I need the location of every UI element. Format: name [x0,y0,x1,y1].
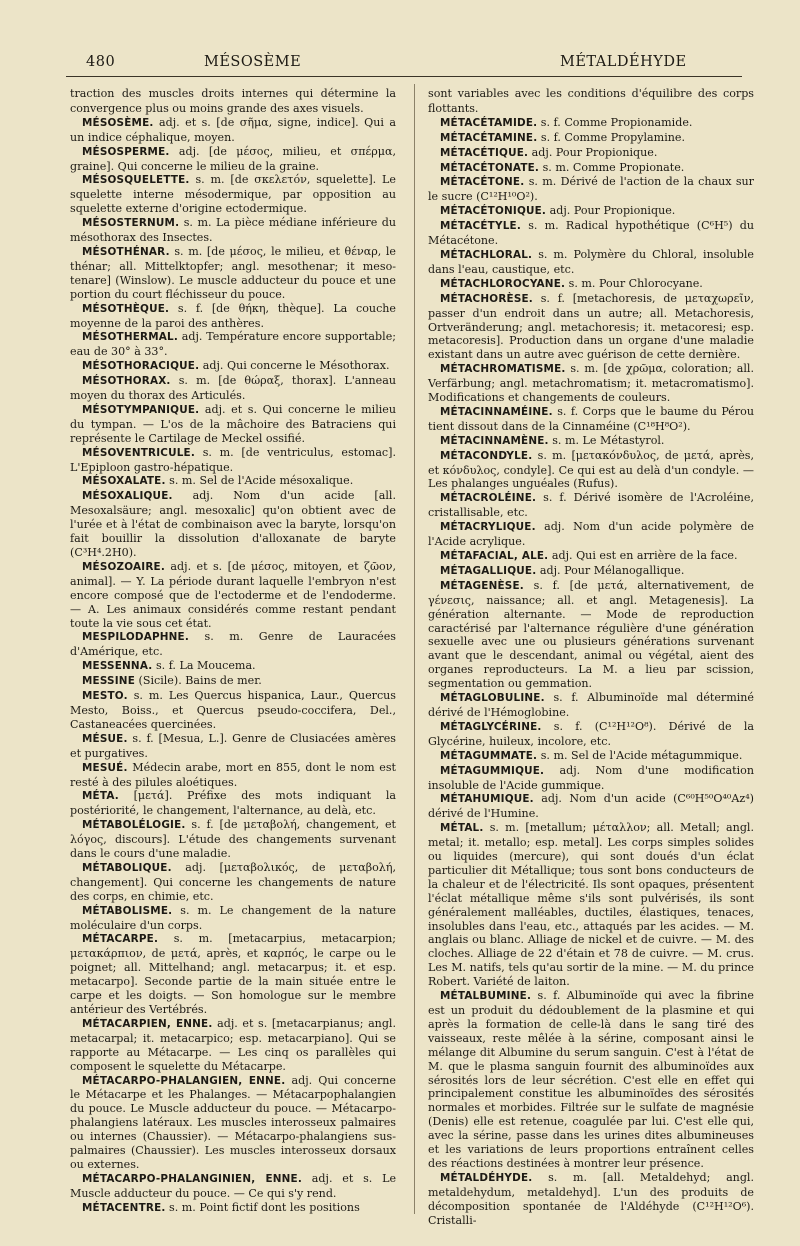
entry-headword: MÉSOTHÉNAR. [82,245,170,258]
entry-definition: s. f. [metachoresis, de μεταχωρεῖν, passer d'un endroit dans un autre; all. Metachoresis, Ortveränderung; angl. metachoresis; it. metacoresi; esp. metacoresis]. Production dans un organe d'une maladie existant dans un autre avec guérison de cette dernière. [428,291,754,362]
dictionary-entry [70,789,396,818]
entry-headword: MÉTACÉTAMIDE. [440,116,538,129]
entry-headword: MÉTABOLÉLOGIE. [82,819,186,832]
entry-headword: MÉTAFACIAL, ALE. [440,550,549,562]
entry-definition: s. m. [metacarpius, metacarpion; μετακάρπιον, de μετά, après, et καρπός, le carpe ou le poignet; all. Mittelhand; angl. metacarpus; it. et esp. metacarpo]. Seconde partie de la main située entre le carpe et les doigts. — Son homologue sur le membre antérieur des Vertébrés. [70,932,396,1016]
entry-definition: s. m. Radical hypothétique (C⁶H⁵) du Métacétone. [428,219,754,248]
entry-headword: MÉSOVENTRICULE. [82,446,195,459]
entry-definition: s. m. La pièce médiane inférieure du mésothorax des Insectes. [70,216,396,245]
dictionary-entry [70,1074,396,1172]
dictionary-entry [70,761,396,790]
dictionary-entry [428,792,754,821]
entry-headword: MÉTAGUMMATE. [440,749,538,762]
entry-definition: s. m. Polymère du Chloral, insoluble dans l'eau, caustique, etc. [428,247,754,276]
entry-headword: MÉSOTYMPANIQUE. [82,403,200,416]
dictionary-entry [428,1171,754,1228]
entry-headword: MÉTACÉTONE. [440,176,525,189]
dictionary-entry [428,248,754,277]
dictionary-entry [428,292,754,363]
entry-headword: MÉTACRYLIQUE. [440,521,536,534]
entry-headword: MÉSOSÈME. [82,116,154,129]
dictionary-entry [70,173,396,216]
dictionary-entry [428,720,754,749]
entry-headword: MÉTACÉTYLE. [440,220,521,233]
entry-headword: MÉTACARPIEN, ENNE. [82,1017,213,1030]
entry-headword: MÉSOTHÈQUE. [82,302,170,315]
entry-definition: s. m. [μετακόνδυλος, de μετά, après, et κόνδυλος, condyle]. Ce qui est au delà d'un condyle. — Les phalanges unguéales (Rufus). [428,448,754,491]
entry-definition: s. f. Comme Propylamine. [537,130,685,144]
entry-definition: s. m. Point fictif dont les positions [165,1200,360,1214]
dictionary-entry [70,659,396,674]
entry-headword: MÉTAGLYCÉRINE. [440,720,542,733]
entry-headword: MÉTACINNAMÉINE. [440,405,553,418]
dictionary-entry [70,216,396,245]
entry-headword: MÉTACINNAMÈNE. [440,434,549,447]
dictionary-entry [428,691,754,720]
dictionary-entry [428,277,754,292]
entry-headword: MÉSUE. [82,732,128,745]
entry-headword: MESUÉ. [82,761,128,774]
entry-headword: MÉTACROLÉINE. [440,492,537,505]
entry-definition: s. m. Les Quercus hispanica, Laur., Quercus Mesto, Boiss., et Quercus pseudo-coccifera, Del., Castaneacées quercinées. [70,689,396,731]
entry-definition: adj. et s. [de σῆμα, signe, indice]. Qui a un indice céphalique, moyen. [70,115,396,144]
dictionary-entry [428,219,754,248]
right-column [428,87,754,1227]
entry-headword: MÉTAHUMIQUE. [440,793,534,806]
entry-definition: s. f. Albuminoïde mal déterminé dérivé de l'Hémoglobine. [428,691,754,719]
dictionary-entry [428,564,754,579]
dictionary-entry [70,145,396,174]
entry-headword: MÉSOXALATE. [82,475,166,488]
entry-headword: MÉTALBUMINE. [440,990,532,1003]
entry-definition: s. f. Dérivé isomère de l'Acroléine, cristallisable, etc. [428,491,754,520]
entry-headword: MÉSOZOAIRE. [82,560,165,573]
dictionary-entry [428,579,754,691]
dictionary-entry [70,560,396,631]
entry-headword: MÉTAGENÈSE. [440,579,524,592]
entry-headword: MÉTACARPE. [82,933,159,946]
entry-definition: sont variables avec les conditions d'équilibre des corps flottants. [428,87,754,115]
entry-definition: adj. Qui concerne le Métacarpe et les Phalanges. — Métacarpophalangien du pouce. Le Muscle adducteur du pouce. — Métacarpo-phalangiens latéraux. Les muscles interosseux palmaires ou internes (Chaussier). — Métacarpo-phalangiens sus-palmaires (Chaussier). Les muscles interosseux dorsaux ou externes. [70,1073,396,1171]
entry-definition: adj. et s. [metacarpianus; angl. metacarpal; it. metacarpico; esp. metacarpiano]. Qui se rapporte au Métacarpe. — Les cinq os parallèles qui composent le squelette du Métacarpe. [70,1016,397,1073]
entry-headword: MÉTACHORÈSE. [440,292,533,305]
entry-definition: s. f. Corps que le baume du Pérou tient dissout dans de la Cinnaméine (C¹⁸H⁸O²). [428,404,754,433]
dictionary-entry [428,161,754,176]
header-left-title: MÉSOSÈME [204,54,302,70]
dictionary-entry [70,630,396,659]
entry-definition: adj. Nom d'un acide (C⁶⁰H⁵⁰O⁴⁰Az⁴) dérivé de l'Humine. [428,792,754,821]
entry-headword: MÉSOSPERME. [82,145,170,158]
dictionary-entry [70,330,396,359]
header-rule [66,76,742,77]
dictionary-entry [70,732,396,761]
entry-headword: MÉTACARPO-PHALANGINIEN, ENNE. [82,1172,303,1185]
entry-definition: s. m. [all. Metaldehyd; angl. metaldehydum, metaldehyd]. L'un des produits de décomposition spontanée de l'Aldéhyde (C¹²H¹²O⁶). Cristalli- [428,1170,754,1227]
entry-definition: (Sicile). Bains de mer. [135,674,262,688]
entry-definition: adj. Pour Mélanogallique. [536,563,685,577]
entry-definition: adj. Température encore supportable; eau de 30° à 33°. [70,330,396,359]
dictionary-entry [428,491,754,520]
entry-headword: MÉSOTHERMAL. [82,331,178,344]
dictionary-entry [70,359,396,374]
dictionary-entry [428,131,754,146]
entry-headword: MÉTACÉTONATE. [440,161,540,174]
entry-headword: MÉTACÉTIQUE. [440,146,529,159]
entry-headword: MÉTACARPO-PHALANGIEN, ENNE. [82,1074,286,1087]
entry-definition: s. f. Albuminoïde qui avec la fibrine est un produit du dédoublement de la plasmine et qui après la formation de celle-là dans le sang tiré des vaisseaux, reste mêlée à la sérine, composant ainsi le mélange dit Albumine du serum sanguin. C'est à l'état de M. que le plasma sanguin fournit des albuminoïdes aux sérosités lors de leur sécrétion. C'est elle en effet qui principalement constitue les albuminoïdes des sérosités normales et morbides. Filtrée sur le sulfate de magnésie (Denis) elle est retenue, coagulée par lui. C'est elle qui, avec la sérine, passe dans les urines dites albumineuses et les variations de leurs proportions entraînent celles des réactions destinées à montrer leur présence. [428,989,754,1170]
dictionary-entry [428,449,754,492]
entry-definition: s. f. [de θήκη, thèque]. La couche moyenne de la paroi des anthères. [70,301,396,330]
entry-definition: adj. [de μέσος, milieu, et σπέρμα, graine]. Qui concerne le milieu de la graine. [70,144,396,173]
dictionary-entry [70,116,396,145]
dictionary-entry [428,764,754,793]
dictionary-entry [428,362,754,405]
entry-definition: adj. Nom d'un acide polymère de l'Acide acrylique. [428,520,754,549]
page-number: 480 [86,54,116,70]
dictionary-entry [70,87,396,116]
entry-headword: MÉTACHLOROCYANE. [440,277,566,290]
entry-definition: s. f. [de μετά, alternativement, de γένεσις, naissance; all. et angl. Metagenesis]. La génération alternante. — Mode de reproduction caractérisé par l'alternance régulière d'une génération sexuelle avec une ou plusieurs générations survenant avant que le descendant, animal ou végétal, aient des organes reproducteurs. La M. a lieu par scission, segmentation ou gemmation. [428,578,754,691]
entry-headword: MÉTACONDYLE. [440,449,533,462]
dictionary-entry [70,904,396,933]
dictionary-entry [70,818,396,861]
entry-definition: s. m. [de ventriculus, estomac]. L'Epiploon gastro-hépatique. [70,445,396,474]
entry-headword: MÉSOSQUELETTE. [82,174,190,187]
entry-headword: MÉTAGALLIQUE. [440,564,537,577]
entry-definition: s. f. (C¹²H¹²O⁸). Dérivé de la Glycérine, huileux, incolore, etc. [428,719,754,748]
entry-definition: s. f. Comme Propionamide. [537,115,693,129]
entry-definition: Médecin arabe, mort en 855, dont le nom est resté à des pilules aloétiques. [70,760,396,789]
entry-definition: [μετά]. Préfixe des mots indiquant la postériorité, le changement, l'alternance, au delà, etc. [70,789,396,818]
dictionary-entry [70,245,396,302]
entry-headword: MÉTALDÉHYDE. [440,1171,533,1184]
dictionary-entry [428,146,754,161]
entry-definition: s. m. Comme Propionate. [539,160,685,174]
entry-headword: MÉSOSTERNUM. [82,217,180,230]
left-column [70,87,396,1217]
dictionary-entry [70,489,396,560]
entry-definition: adj. Qui concerne le Mésothorax. [199,359,390,373]
entry-definition: s. m. [de χρῶμα, coloration; all. Verfärbung; angl. metachromatism; it. metacromatismo]. Modifications et changements de couleurs. [428,362,754,405]
column-divider [414,84,415,1214]
dictionary-entry [428,749,754,764]
entry-definition: adj. Pour Propionique. [528,145,658,159]
dictionary-entry [428,434,754,449]
entry-definition: adj. et s. Qui concerne le milieu du tympan. — L'os de la mâchoire des Batraciens qui représente le Cartilage de Meckel ossifié. [70,402,396,445]
entry-definition: s. m. [de μέσος, le milieu, et θέναρ, le thénar; all. Mittelktopfer; angl. mesothenar; it meso-tenare] (Winslow). Le muscle adducteur du pouce et une portion du court fléchisseur du pouce. [70,244,396,301]
dictionary-entry [70,1172,396,1201]
dictionary-entry [70,474,396,489]
dictionary-entry [428,520,754,549]
dictionary-entry [70,932,396,1016]
dictionary-entry [428,116,754,131]
entry-definition: adj. et s. Le Muscle adducteur du pouce. — Ce qui s'y rend. [70,1171,397,1200]
entry-headword: MÉTA. [82,790,119,803]
entry-definition: s. m. [metallum; μέταλλον; all. Metall; angl. metal; it. metallo; esp. metal]. Les corps simples solides ou liquides (mercure), qui sont doués d'un éclat particulier dit Métallique; tous sont bons conducteurs de la chaleur et de l'électricité. Ils sont opaques, présentent l'éclat métallique même s'ils sont pulvérisés, ils sont généralement malléables, ductiles, élastiques, tenaces, insolubles dans l'eau, etc., attaqués par les acides. — M. anglais ou blanc. Alliage de nickel et de cuivre. — M. des cloches. Alliage de 22 d'étain et 78 de cuivre. — M. crus. Les M. natifs, tels qu'au sortir de la mine. — M. du prince Robert. Variété de laiton. [428,821,754,989]
entry-definition: adj. et s. [de μέσος, mitoyen, et ζῶον, animal]. — Y. La période durant laquelle l'embryon n'est encore composé que de l'ectoderme et de l'endoderme. — A. Les animaux considérés comme restant pendant toute la vie sous cet état. [70,559,396,630]
entry-definition: s. m. Le changement de la nature moléculaire d'un corps. [70,903,396,932]
entry-definition: adj. Nom d'une modification insoluble de l'Acide gummique. [428,763,754,792]
entry-headword: MESSINE [82,675,135,688]
entry-definition: s. m. Sel de l'Acide mésoxalique. [165,474,354,488]
entry-definition: s. m. Genre de Lauracées d'Amérique, etc. [70,630,396,659]
entry-definition: s. f. [de μεταβολή, changement, et λόγος, discours]. L'étude des changements survenant dans le cours d'une maladie. [70,818,396,861]
running-header [0,54,800,78]
dictionary-entry [70,302,396,331]
dictionary-entry [70,403,396,446]
entry-definition: s. f. La Moucema. [152,659,256,673]
dictionary-entry [428,87,754,116]
dictionary-entry [428,204,754,219]
entry-definition: s. m. [de θώραξ, thorax]. L'anneau moyen du thorax des Articulés. [70,374,396,403]
entry-headword: MÉTACHLORAL. [440,248,533,261]
dictionary-entry [428,821,754,989]
entry-definition: traction des muscles droits internes qui détermine la convergence plus ou moins grande des axes visuels. [70,87,396,115]
dictionary-entry [70,446,396,475]
entry-headword: MESSENNA. [82,660,153,673]
dictionary-entry [428,175,754,204]
entry-headword: MÉTAL. [440,822,484,835]
entry-definition: s. m. Pour Chlorocyane. [565,276,703,290]
entry-definition: s. f. [Mesua, L.]. Genre de Clusiacées amères et purgatives. [70,731,396,760]
entry-headword: MÉTAGLOBULINE. [440,692,545,705]
dictionary-entry [70,674,396,689]
entry-headword: MÉSOXALIQUE. [82,490,173,503]
entry-headword: MÉSOTHORACIQUE. [82,360,200,373]
entry-definition: s. m. [de σκελετόν, squelette]. Le squelette interne mésodermique, par opposition au squelette externe d'origine ectodermique. [70,173,396,216]
dictionary-entry [70,689,396,732]
entry-definition: s. m. Le Métastyrol. [548,433,665,447]
entry-definition: s. m. Dérivé de l'action de la chaux sur le sucre (C¹²H¹⁰O²). [428,175,754,204]
entry-headword: MÉTACHROMATISME. [440,363,566,376]
entry-headword: MÉTABOLIQUE. [82,861,172,874]
entry-headword: MÉTACÉTONIQUE. [440,205,547,218]
entry-headword: MÉTACENTRE. [82,1201,166,1214]
dictionary-entry [70,1201,396,1216]
entry-headword: MÉTACÉTAMINE. [440,131,538,144]
dictionary-entry [70,1017,396,1074]
entry-definition: adj. Pour Propionique. [546,204,676,218]
dictionary-entry [70,374,396,403]
entry-headword: MESTO. [82,690,128,703]
dictionary-entry [428,989,754,1171]
entry-headword: MÉTABOLISME. [82,904,173,917]
entry-definition: s. m. Sel de l'Acide métagummique. [537,748,743,762]
entry-headword: MÉSOTHORAX. [82,375,171,388]
entry-headword: MÉTAGUMMIQUE. [440,764,545,777]
entry-definition: adj. Qui est en arrière de la face. [548,549,738,562]
dictionary-entry [428,549,754,564]
dictionary-entry [428,405,754,434]
header-right-title: MÉTALDÉHYDE [560,54,687,70]
entry-headword: MESPILODAPHNE. [82,631,190,644]
dictionary-entry [70,861,396,904]
entry-definition: adj. Nom d'un acide [all. Mesoxalsäure; angl. mesoxalic] qu'on obtient avec de l'urée et à l'état de combinaison avec la baryte, lorsqu'on fait bouillir la dissolution d'alloxanate de baryte (C³H⁴.2H0). [70,489,396,559]
entry-definition: adj. [μεταβολικός, de μεταβολή, changement]. Qui concerne les changements de nature des corps, en chimie, etc. [70,860,396,903]
